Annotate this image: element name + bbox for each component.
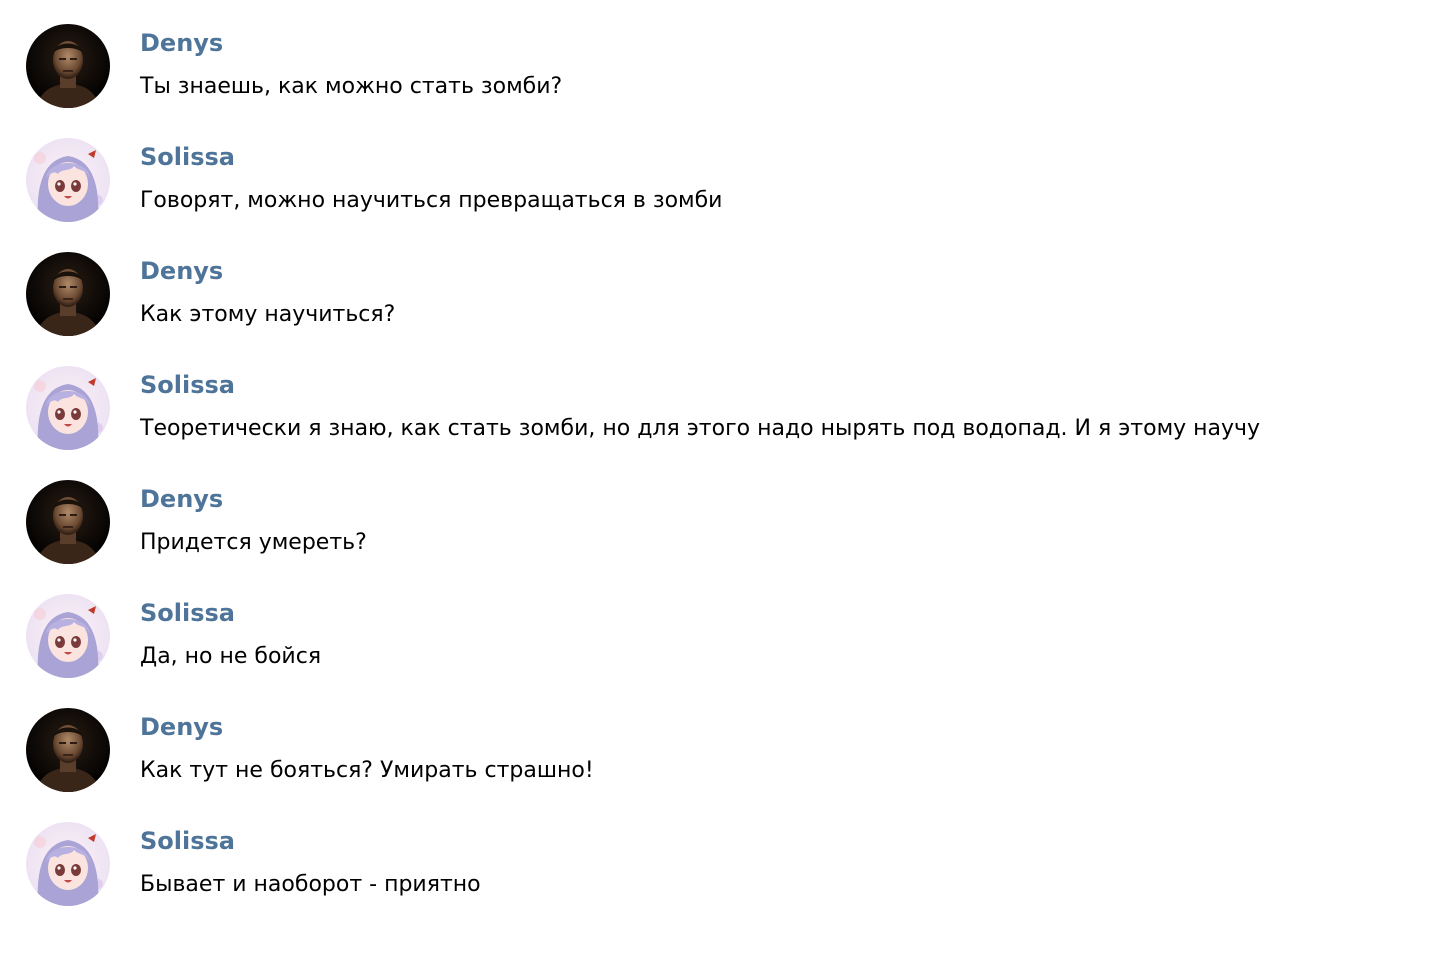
message-item: [0, 114, 1446, 228]
message-text: Как тут не бояться? Умирать страшно!: [140, 758, 594, 783]
message-text: Придется умереть?: [140, 530, 367, 555]
author-name[interactable]: Denys: [140, 257, 224, 285]
message-item: [0, 798, 1446, 912]
message-item: [0, 684, 1446, 798]
message-item: [0, 342, 1446, 456]
message-text: Бывает и наоборот - приятно: [140, 872, 481, 897]
anime-girl-avatar[interactable]: [26, 594, 110, 678]
message-text: Теоретически я знаю, как стать зомби, но для этого надо нырять под водопад. И я этому научу: [140, 416, 1261, 441]
anime-girl-avatar[interactable]: [26, 366, 110, 450]
man-avatar[interactable]: [26, 252, 110, 336]
man-avatar[interactable]: [26, 24, 110, 108]
message-item: [0, 228, 1446, 342]
author-name[interactable]: Denys: [140, 485, 224, 513]
author-name[interactable]: Solissa: [140, 143, 235, 171]
message-item: [0, 0, 1446, 114]
anime-girl-avatar[interactable]: [26, 822, 110, 906]
author-name[interactable]: Denys: [140, 29, 224, 57]
message-item: [0, 456, 1446, 570]
man-avatar[interactable]: [26, 480, 110, 564]
message-item: [0, 570, 1446, 684]
message-text: Говорят, можно научиться превращаться в зомби: [140, 188, 723, 213]
author-name[interactable]: Solissa: [140, 371, 235, 399]
message-text: Да, но не бойся: [140, 644, 322, 669]
author-name[interactable]: Solissa: [140, 599, 235, 627]
anime-girl-avatar[interactable]: [26, 138, 110, 222]
message-text: Как этому научиться?: [140, 302, 396, 327]
author-name[interactable]: Denys: [140, 713, 224, 741]
message-text: Ты знаешь, как можно стать зомби?: [140, 74, 563, 99]
author-name[interactable]: Solissa: [140, 827, 235, 855]
man-avatar[interactable]: [26, 708, 110, 792]
